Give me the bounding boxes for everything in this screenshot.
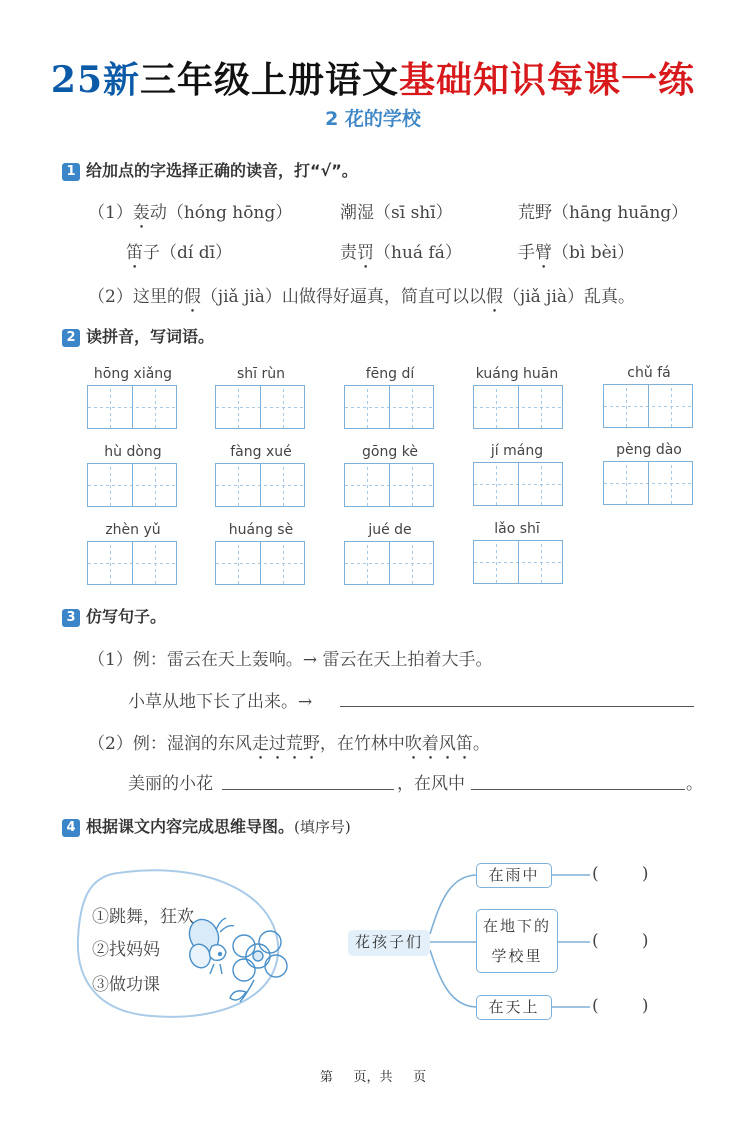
q3-exercise-2-end: 。	[686, 774, 703, 794]
writing-grid[interactable]	[215, 463, 305, 507]
q3-heading-text: 仿写句子。	[86, 607, 167, 626]
sentence-text: 。	[472, 734, 490, 754]
pinyin-label: kuáng huān	[475, 366, 559, 382]
pinyin-choices: 子（dí dī）	[143, 243, 233, 263]
pinyin-label: hù dòng	[104, 444, 162, 460]
q4-heading-text: 根据课文内容完成思维导图。	[86, 817, 295, 836]
q1-heading	[62, 158, 358, 181]
writing-grid[interactable]	[603, 461, 693, 505]
q3-example-2	[88, 729, 490, 764]
pinyin-label: chǔ fá	[627, 365, 671, 381]
word-char: 责	[340, 243, 357, 263]
writing-grid[interactable]	[473, 385, 563, 429]
q1-number: 1	[62, 163, 80, 181]
dotted-char: 罚	[357, 243, 374, 263]
dotted-char: 假	[183, 287, 201, 307]
q4-note: (填序号)	[294, 818, 351, 836]
writing-grid[interactable]	[473, 540, 563, 584]
pinyin-label: zhèn yǔ	[105, 522, 161, 538]
q3-heading	[62, 604, 166, 627]
pinyin-label: gōng kè	[362, 444, 418, 460]
sentence-text: （jiǎ jià）乱真。	[502, 287, 636, 307]
mind-map-center: 花孩子们	[348, 930, 430, 956]
pinyin-choices: 荒野（hāng huāng）	[518, 203, 689, 223]
answer-line-1[interactable]	[340, 706, 694, 707]
dotted-char: 轰	[132, 203, 150, 223]
lesson-title: 2 花的学校	[325, 108, 421, 130]
sentence-text: （jiǎ jià）山做得好逼真，简直可以以	[200, 287, 486, 307]
q3-exercise-1	[128, 687, 312, 712]
q2-heading-text: 读拼音，写词语。	[86, 327, 215, 346]
writing-grid[interactable]	[215, 541, 305, 585]
pinyin-label: fàng xué	[230, 444, 292, 460]
q2-heading	[62, 324, 214, 347]
q4-heading	[62, 814, 351, 837]
dotted-char: 臂	[535, 243, 552, 263]
branch-sky: 在天上	[476, 995, 552, 1020]
q1-item-3[interactable]	[518, 198, 688, 223]
answer-paren-2[interactable]: ( )	[592, 931, 649, 951]
sentence-text: ，在竹林中	[319, 734, 405, 754]
answer-line-3[interactable]	[471, 789, 685, 790]
pinyin-label: pèng dào	[616, 442, 682, 458]
option-1: ①跳舞，狂欢	[92, 907, 194, 927]
q1-item-2[interactable]	[340, 198, 453, 223]
pinyin-choices: （bì bèi）	[552, 243, 635, 263]
q1-item-6[interactable]	[518, 238, 634, 273]
butterfly-flower-illustration	[184, 912, 288, 1008]
pinyin-choices: 动（hóng hōng）	[149, 203, 293, 223]
pinyin-label: jué de	[368, 522, 412, 538]
dotted-char: 笛	[126, 243, 143, 263]
writing-grid[interactable]	[344, 541, 434, 585]
q2-number: 2	[62, 329, 80, 347]
writing-grid[interactable]	[215, 385, 305, 429]
sentence-text: （2）例：湿润的东风	[88, 734, 252, 754]
word-char: 手	[518, 243, 535, 263]
q1-item-label: （1）	[88, 203, 133, 223]
exercise-prompt: 小草从地下长了出来。→	[128, 692, 313, 712]
pinyin-label: huáng sè	[228, 522, 294, 538]
writing-grid[interactable]	[87, 385, 177, 429]
page-footer: 第 页，共 页	[319, 1070, 427, 1085]
q3-exercise-2-mid: ，在风中	[397, 774, 465, 794]
q3-example-1: （1）例：雷云在天上轰响。→ 雷云在天上拍着大手。	[88, 650, 493, 670]
answer-paren-1[interactable]: ( )	[592, 864, 649, 884]
branch-underground-school: 在地下的学校里	[476, 909, 558, 973]
q1-heading-text: 给加点的字选择正确的读音，打“√”。	[86, 161, 358, 180]
writing-grid[interactable]	[344, 463, 434, 507]
writing-grid[interactable]	[344, 385, 434, 429]
q1-item-1[interactable]	[88, 198, 292, 233]
pinyin-label: lǎo shī	[494, 521, 540, 537]
title-part-3: 基础知识每课一练	[399, 59, 696, 101]
page-title	[0, 52, 746, 103]
pinyin-label: shī rùn	[236, 366, 285, 382]
pinyin-label: fēng dí	[365, 366, 415, 382]
q4-number: 4	[62, 819, 80, 837]
pinyin-choices: 潮湿（sī shī）	[340, 203, 453, 223]
answer-line-2[interactable]	[222, 789, 394, 790]
answer-paren-3[interactable]: ( )	[592, 996, 649, 1016]
writing-grid[interactable]	[603, 384, 693, 428]
pinyin-choices: （huá fá）	[374, 243, 462, 263]
emphasized-phrase: 吹着风笛	[404, 734, 473, 754]
q1-item-4[interactable]	[126, 238, 232, 273]
title-part-1: 25新	[50, 59, 141, 101]
pinyin-label: hōng xiǎng	[93, 366, 173, 382]
q1-item-7[interactable]	[88, 282, 635, 317]
writing-grid[interactable]	[473, 462, 563, 506]
emphasized-phrase: 走过荒野	[251, 734, 320, 754]
option-2: ②找妈妈	[92, 940, 160, 960]
pinyin-label: jí máng	[490, 443, 544, 459]
title-part-2: 三年级上册语文	[140, 59, 400, 101]
branch-rain: 在雨中	[476, 863, 552, 888]
writing-grid[interactable]	[87, 463, 177, 507]
q3-number: 3	[62, 609, 80, 627]
dotted-char: 假	[485, 287, 503, 307]
writing-grid[interactable]	[87, 541, 177, 585]
q1-item-5[interactable]	[340, 238, 462, 273]
q3-exercise-2-start: 美丽的小花	[128, 774, 213, 794]
option-3: ③做功课	[92, 975, 160, 995]
sentence-text: （2）这里的	[88, 287, 184, 307]
